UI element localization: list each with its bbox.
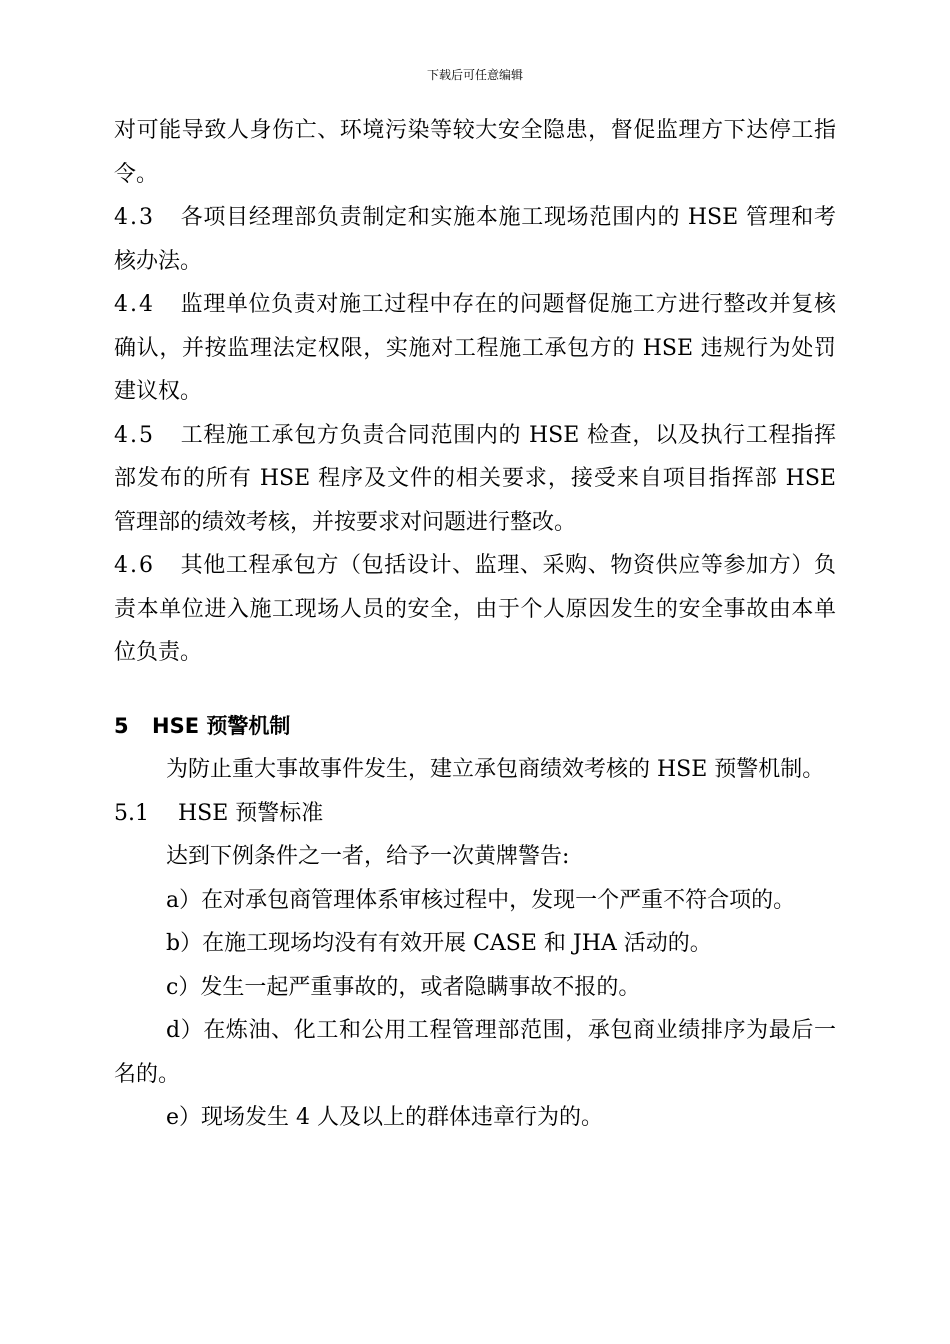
list-item: a）在对承包商管理体系审核过程中，发现一个严重不符合项的。 (166, 887, 796, 913)
subsection-number: 5.1 (114, 800, 149, 826)
section-intro: 为防止重大事故事件发生，建立承包商绩效考核的 HSE 预警机制。 (166, 757, 825, 782)
section-heading (114, 705, 836, 749)
clause-number: 4.4 (114, 292, 155, 317)
section-number: 5 (114, 713, 129, 738)
clause-4-4 (114, 283, 836, 414)
clause-text: 各项目经理部负责制定和实施本施工现场范围内的 HSE 管理和考核办法。 (114, 205, 836, 274)
clause-4-3 (114, 196, 836, 283)
clause-text: 其他工程承包方（包括设计、监理、采购、物资供应等参加方）负责本单位进入施工现场人员的安全，由于个人原因发生的安全事故由本单位负责。 (114, 553, 836, 665)
clause-number: 4.5 (114, 422, 155, 448)
document-body (114, 109, 836, 1140)
subsection-title: HSE 预警标准 (178, 800, 324, 826)
list-item: d）在炼油、化工和公用工程管理部范围，承包商业绩排序为最后一名的。 (114, 1018, 836, 1087)
clause-4-6 (114, 544, 836, 675)
clause-text: 工程施工承包方负责合同范围内的 HSE 检查，以及执行工程指挥部发布的所有 HSE 程序及文件的相关要求，接受来自项目指挥部 HSE 管理部的绩效考核，并按要求对问题进行整改。 (114, 422, 836, 535)
section-title: HSE 预警机制 (152, 713, 291, 738)
paragraph-continuation: 对可能导致人身伤亡、环境污染等较大安全隐患，督促监理方下达停工指令。 (114, 118, 836, 187)
list-item: c）发生一起严重事故的，或者隐瞒事故不报的。 (166, 974, 641, 1000)
list-item: e）现场发生 4 人及以上的群体违章行为的。 (166, 1105, 604, 1130)
clause-number: 4.3 (114, 205, 155, 230)
subsection-heading (114, 792, 836, 836)
clause-number: 4.6 (114, 553, 155, 578)
clause-4-5 (114, 414, 836, 545)
list-item: b）在施工现场均没有有效开展 CASE 和 JHA 活动的。 (166, 931, 712, 956)
condition-intro: 达到下例条件之一者，给予一次黄牌警告: (166, 844, 570, 869)
page-header: 下载后可任意编辑 (426, 68, 523, 82)
clause-text: 监理单位负责对施工过程中存在的问题督促施工方进行整改并复核确认，并按监理法定权限，实施对工程施工承包方的 HSE 违规行为处罚建议权。 (114, 292, 836, 404)
